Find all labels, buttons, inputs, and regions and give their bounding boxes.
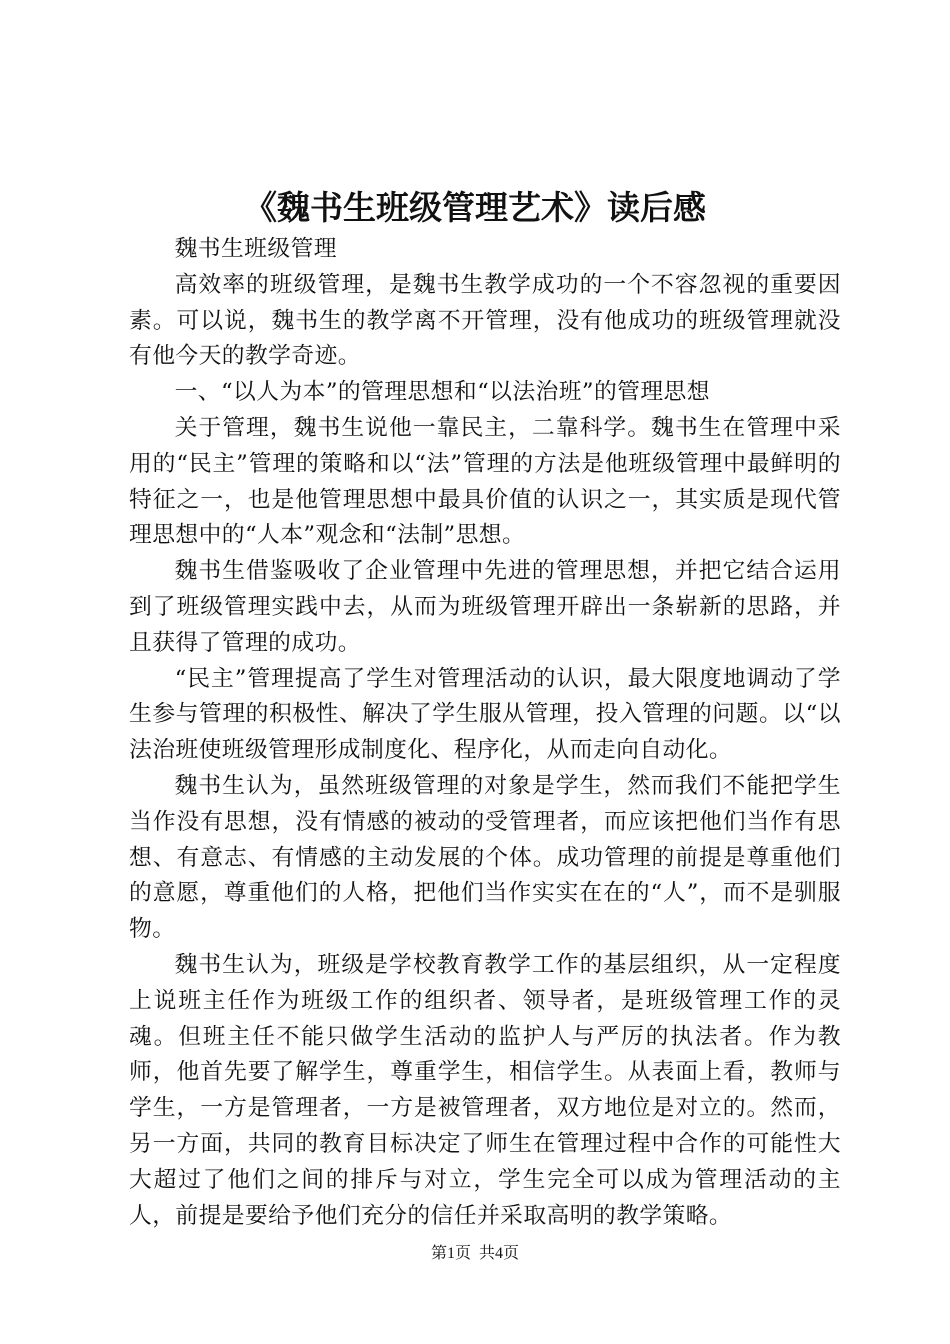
section-heading: 一、“以人为本”的管理思想和“以法治班”的管理思想 [174,379,710,406]
page-total: 共4页 [479,1245,520,1262]
document-title: 《魏书生班级管理艺术》读后感 [244,188,706,227]
paragraph: 关于管理，魏书生说他一靠民主，二靠科学。魏书生在管理中采用的“民主”管理的策略和以“法”管理的方法是他班级管理中最鲜明的特征之一，也是他管理思想中最具价值的认识之一，其实质是现代管理思想中的“人本”观念和“法制”思想。 [129,414,841,549]
page-number: 第1页 [430,1245,471,1262]
paragraph: 魏书生认为，班级是学校教育教学工作的基层组织，从一定程度上说班主任作为班级工作的组织者、领导者，是班级管理工作的灵魂。但班主任不能只做学生活动的监护人与严厉的执法者。作为教师，他首先要了解学生，尊重学生，相信学生。从表面上看，教师与学生，一方是管理者，一方是被管理者，双方地位是对立的。然而，另一方面，共同的教育目标决定了师生在管理过程中合作的可能性大大超过了他们之间的排斥与对立，学生完全可以成为管理活动的主人，前提是要给予他们充分的信任并采取高明的教学策略。 [129,951,841,1229]
paragraph-subtitle: 魏书生班级管理 [174,236,337,262]
document-body [129,232,841,1234]
paragraph: 魏书生借鉴吸收了企业管理中先进的管理思想，并把它结合运用到了班级管理实践中去，从而为班级管理开辟出一条崭新的思路，并且获得了管理的成功。 [129,558,841,656]
paragraph: 魏书生认为，虽然班级管理的对象是学生，然而我们不能把学生当作没有思想，没有情感的被动的受管理者，而应该把他们当作有思想、有意志、有情感的主动发展的个体。成功管理的前提是尊重他们的意愿，尊重他们的人格，把他们当作实实在在的“人”，而不是驯服物。 [129,772,841,943]
paragraph: “民主”管理提高了学生对管理活动的认识，最大限度地调动了学生参与管理的积极性、解决了学生服从管理，投入管理的问题。以“以法治班使班级管理形成制度化、程序化，从而走向自动化。 [129,665,841,764]
page-footer [0,1242,950,1266]
paragraph: 高效率的班级管理，是魏书生教学成功的一个不容忽视的重要因素。可以说，魏书生的教学离不开管理，没有他成功的班级管理就没有他今天的教学奇迹。 [129,271,841,370]
